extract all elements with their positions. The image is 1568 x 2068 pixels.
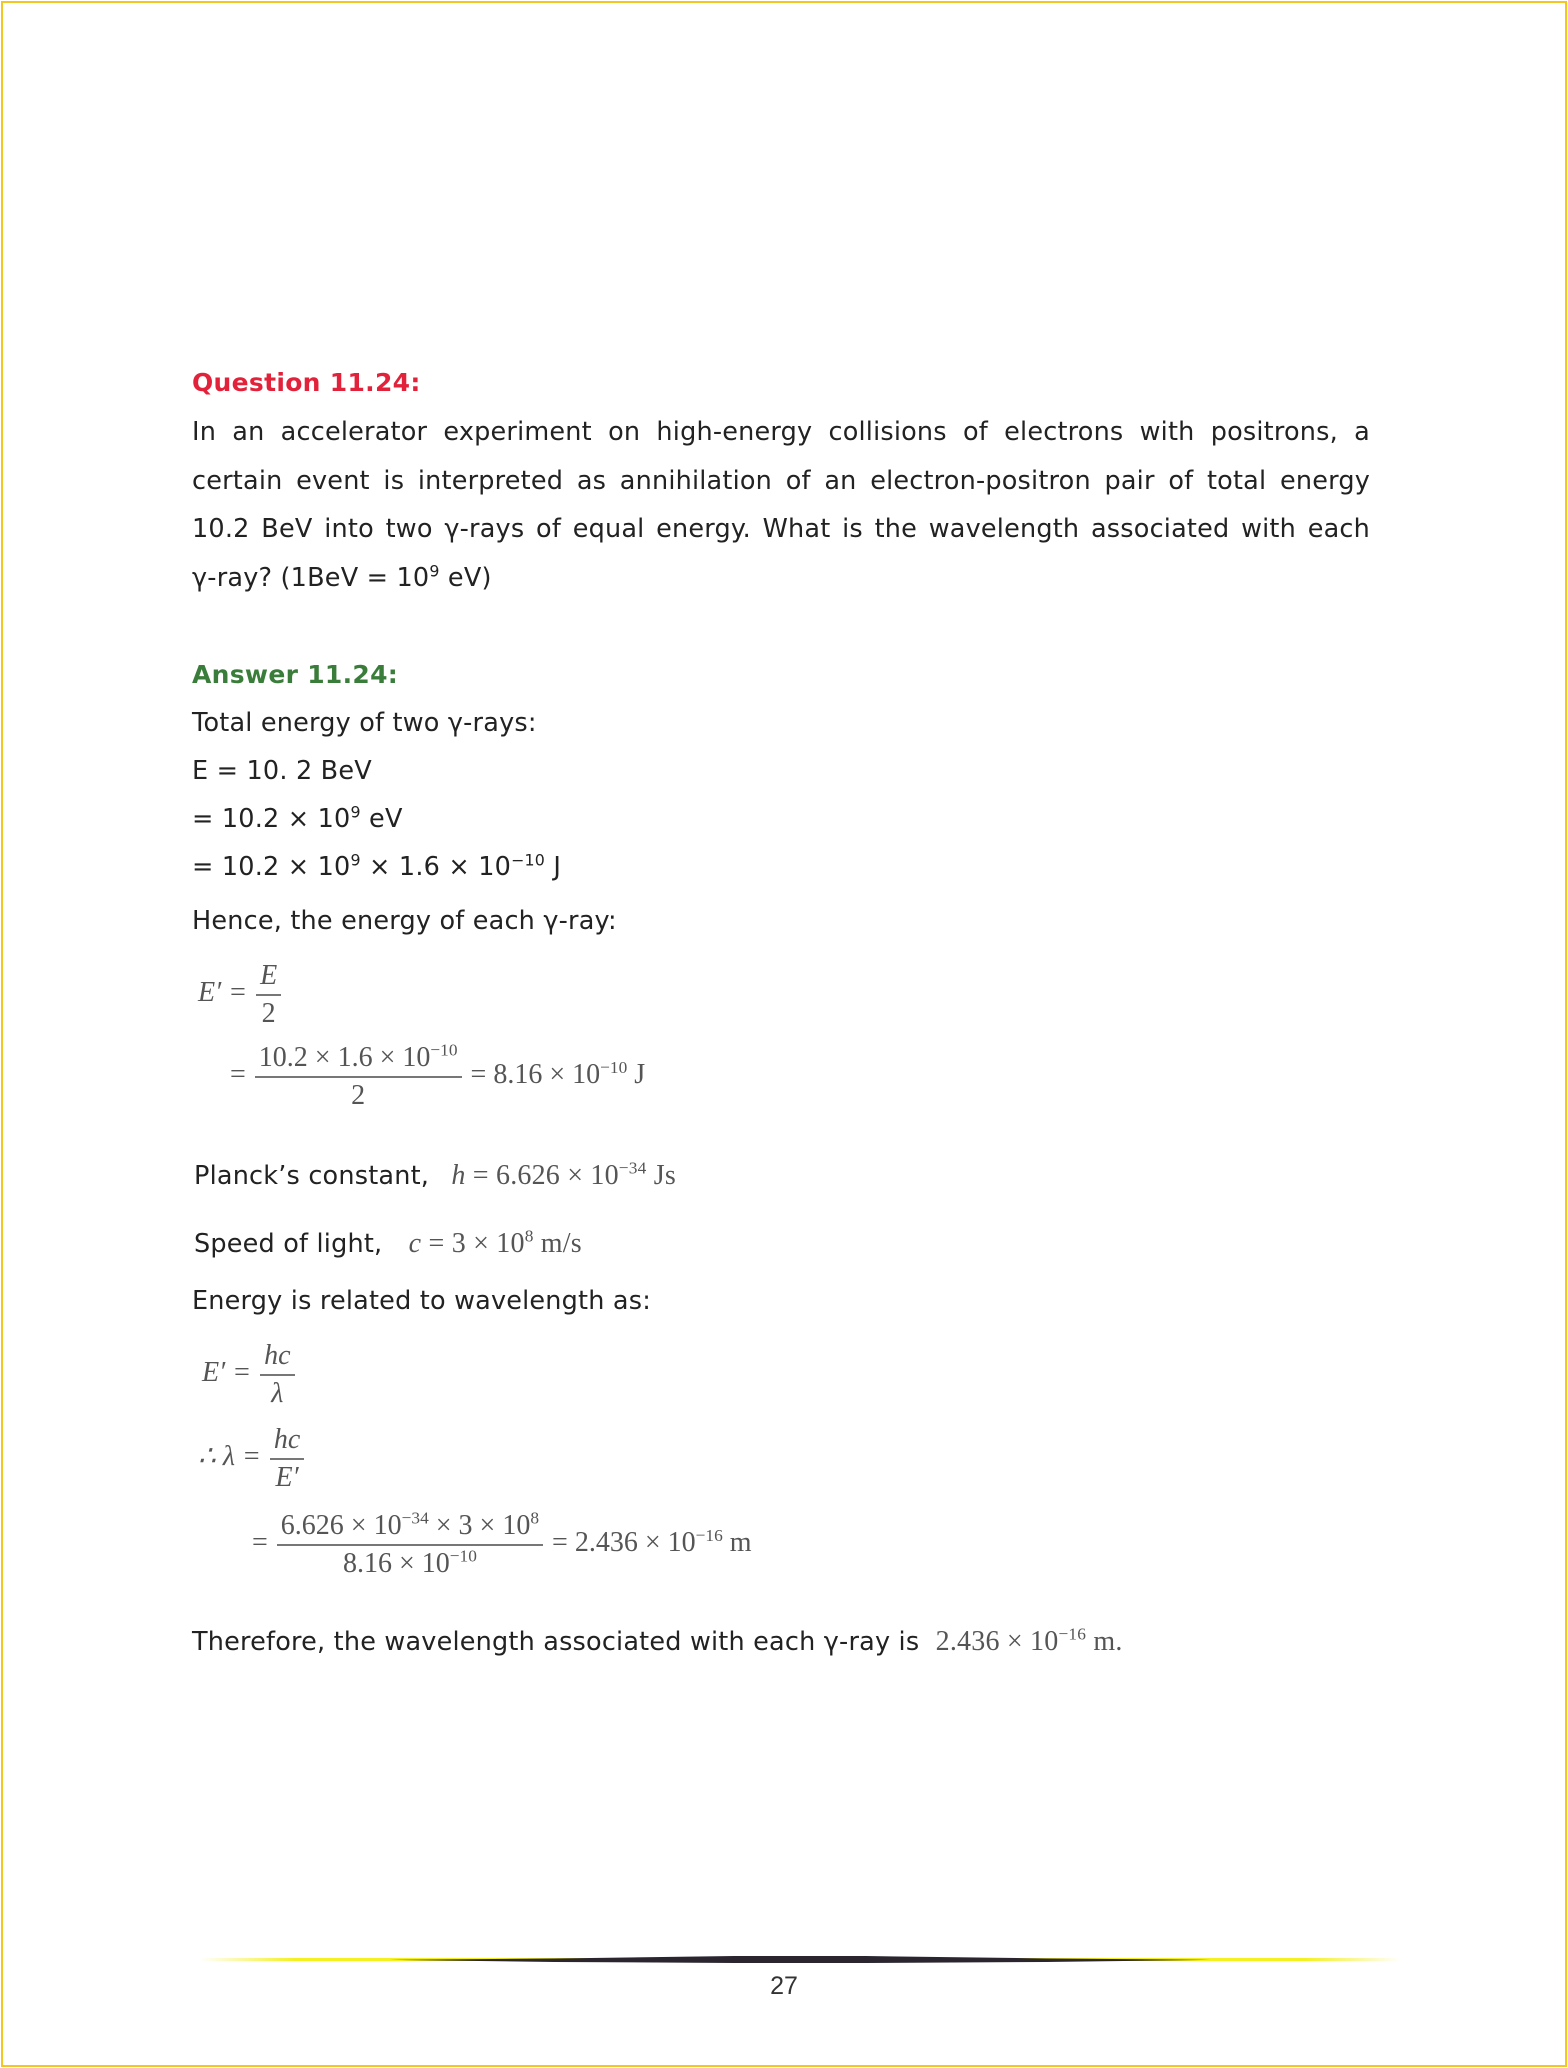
answer-intro: Total energy of two γ-rays: — [192, 708, 537, 738]
each-ray-label: Hence, the energy of each γ-ray: — [192, 906, 617, 936]
equation-lambda-value: = $\frac{6.626 \times 10^{-34} \times 3 \times 10^8}{8.16 \times 10^{-10}}$ = $2.436 \times 10^{-16}$ m — [252, 1508, 752, 1579]
speed-of-light-line: Speed of light, $c = 3 \times 10^8$ m/s — [194, 1226, 582, 1259]
page-border — [1, 1, 1567, 2067]
planck-constant-line: Planck’s constant, $h = 6.626 \times 10^{-34}$ Js — [194, 1158, 676, 1191]
question-text — [192, 408, 1370, 602]
energy-step-1: = $10.2 \times 10^9$ eV — [192, 802, 403, 834]
question-line: γ-ray? ($1BeV = 10^9$ eV) — [192, 561, 492, 593]
footer-divider — [200, 1956, 1400, 1962]
page-number: 27 — [770, 1972, 798, 2000]
question-line: 10.2 BeV into two γ-rays of equal energy. What is the wavelength associated with each — [192, 514, 1370, 544]
equation-lambda: ∴ λ = $\frac{hc}{E'}$ — [198, 1422, 306, 1496]
answer-heading: Answer 11.24: — [192, 660, 399, 689]
conclusion-line: Therefore, the wavelength associated with each γ-ray is $2.436 \times 10^{-16}$ m. — [192, 1624, 1123, 1657]
equation-relation: E′ = $\frac{hc}{\lambda}$ — [202, 1338, 297, 1412]
equation-e-prime: E′ = $\frac{E}{2}$ — [198, 958, 283, 1032]
question-heading: Question 11.24: — [192, 368, 421, 397]
energy-step-2: = $10.2 \times 10^9 \times 1.6 \times 10^{-10}$ J — [192, 850, 562, 882]
question-line: In an accelerator experiment on high-energy collisions of electrons with positrons, a — [192, 417, 1370, 447]
question-line: certain event is interpreted as annihilation of an electron-positron pair of total energy — [192, 465, 1370, 496]
relation-label: Energy is related to wavelength as: — [192, 1286, 652, 1316]
equation-e-prime-value: = $\frac{10.2 \times 1.6 \times 10^{-10}}{2}$ = $8.16 \times 10^{-10}$ J — [230, 1040, 646, 1111]
energy-line: E = 10. 2 BeV — [192, 756, 372, 786]
